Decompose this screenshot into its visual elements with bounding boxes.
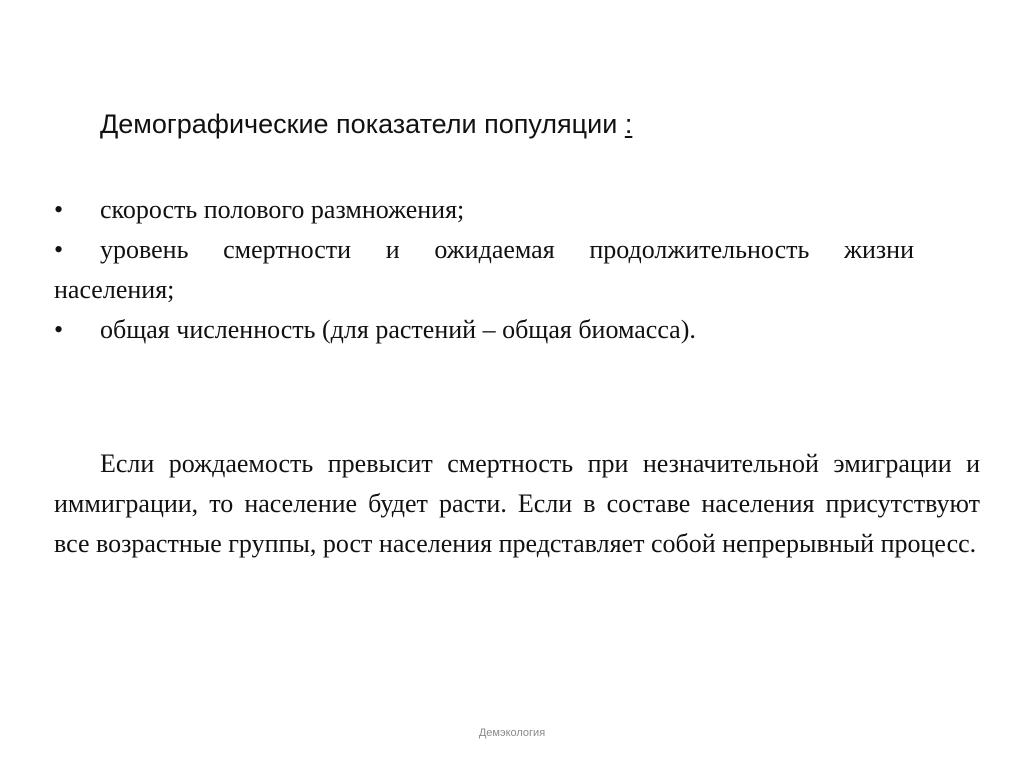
slide-title: [100, 106, 632, 142]
body-paragraph: Если рождаемость превысит смертность при незначительной эмиграции и иммиграции, то население будет расти. Если в составе населения присутствуют все возрастные группы, рост населения представляет собой непрерывный процесс.: [54, 449, 980, 558]
bullet-marker: •: [54, 315, 64, 344]
bullet-marker: •: [54, 195, 64, 224]
bullet-text: скорость полового размножения;: [100, 195, 465, 224]
bullet-text: общая численность (для растений – общая биомасса).: [100, 315, 696, 344]
bullet-marker: •: [54, 235, 64, 264]
bullet-item-mortality-life-expectancy: [54, 230, 914, 310]
bullet-list: [54, 190, 914, 350]
slide-title-text: Демографические показатели популяции: [100, 109, 618, 139]
slide-footer: Демэкология: [478, 727, 546, 739]
bullet-item-total-population: [54, 310, 914, 350]
bullet-text: уровень смертности и ожидаемая продолжительность жизни населения;: [54, 235, 914, 304]
slide-title-colon: :: [624, 109, 633, 139]
bullet-item-reproduction-rate: [54, 190, 914, 230]
